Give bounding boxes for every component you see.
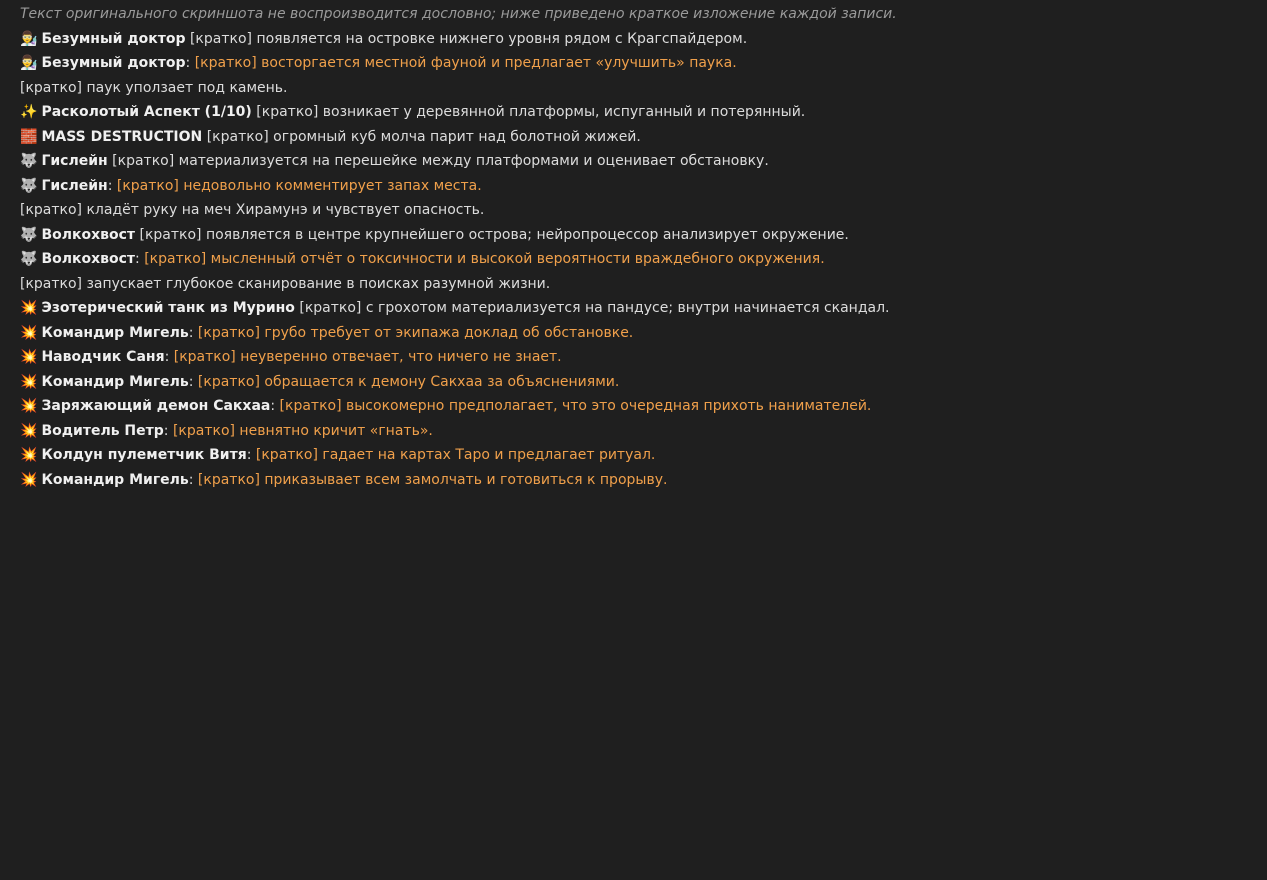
speaker-name: Командир Мигель [41,471,189,488]
chat-entry: 💥 Командир Мигель: [кратко] обращается к демону Сакхаа за объяснениями. [20,371,1247,394]
character-icon: 🐺 [20,251,38,267]
dialogue-text: [кратко] гадает на картах Таро и предлагает ритуал. [255,447,656,463]
character-icon: 💥 [20,471,38,488]
speaker-name: Эзотерический танк из Мурино [41,300,295,316]
narration-text: [кратко] запускает глубокое сканирование в поисках разумной жизни. [20,275,551,292]
speaker-name: Наводчик Саня [41,349,165,365]
character-icon: 👨‍🔬 [20,30,38,47]
speaker-name: Расколотый Аспект (1/10) [41,104,252,120]
character-icon: 🐺 [20,177,38,194]
dialogue-text: [кратко] грубо требует от экипажа доклад об обстановке. [197,324,634,341]
chat-entry: 🐺 Волкохвост: [кратко] мысленный отчёт о токсичности и высокой вероятности враждебного окружения. [20,248,1247,271]
chat-entry [20,199,1247,222]
narration-text: [кратко] появляется в центре крупнейшего острова; нейропроцессор анализирует окружение. [139,226,849,243]
character-icon: 💥 [20,349,38,365]
speaker-name: MASS DESTRUCTION [41,128,203,145]
narration-text: [кратко] с грохотом материализуется на пандусе; внутри начинается скандал. [299,300,890,316]
narration-text: [кратко] появляется на островке нижнего уровня рядом с Крагспайдером. [189,30,748,47]
character-icon: 💥 [20,300,38,316]
character-icon: ✨ [20,104,38,120]
dialogue-text: [кратко] невнятно кричит «гнать». [172,422,433,439]
chat-entry: 💥 Заряжающий демон Сакхаа: [кратко] высокомерно предполагает, что это очередная прихоть нанимателей. [20,395,1247,418]
chat-entry [20,297,1247,320]
narration-text: [кратко] материализуется на перешейке между платформами и оценивает обстановку. [112,153,769,169]
speaker-name: Заряжающий демон Сакхаа [41,398,271,414]
character-icon: 🧱 [20,128,38,145]
chat-entry: 👨‍🔬 Безумный доктор: [кратко] восторгается местной фауной и предлагает «улучшить» паука. [20,52,1247,75]
character-icon: 💥 [20,398,38,414]
dialogue-text: [кратко] неуверенно отвечает, что ничего не знает. [173,349,562,365]
chat-entry: 🐺 Гислейн: [кратко] недовольно комментирует запах места. [20,175,1247,198]
speaker-name: Безумный доктор [41,55,186,71]
character-icon: 👨‍🔬 [20,55,38,71]
dialogue-text: [кратко] высокомерно предполагает, что это очередная прихоть нанимателей. [279,398,872,414]
chat-entry: 💥 Наводчик Саня: [кратко] неуверенно отвечает, что ничего не знает. [20,346,1247,369]
narration-text: [кратко] кладёт руку на меч Хирамунэ и чувствует опасность. [20,202,485,218]
dialogue-text: [кратко] приказывает всем замолчать и готовиться к прорыву. [197,471,668,488]
character-icon: 💥 [20,422,38,439]
entry-list [20,28,1247,492]
dialogue-text: [кратко] обращается к демону Сакхаа за объяснениями. [197,373,620,390]
speaker-name: Колдун пулеметчик Витя [41,447,247,463]
chat-entry: 💥 Водитель Петр: [кратко] невнятно кричит «гнать». [20,420,1247,443]
chat-entry [20,150,1247,173]
chat-entry [20,273,1247,296]
chat-entry [20,28,1247,51]
chat-entry [20,224,1247,247]
speaker-name: Гислейн [41,177,108,194]
dialogue-text: [кратко] мысленный отчёт о токсичности и высокой вероятности враждебного окружения. [144,251,825,267]
narration-text: [кратко] паук уползает под камень. [20,79,288,96]
dialogue-text: [кратко] недовольно комментирует запах места. [116,177,482,194]
narration-text: [кратко] огромный куб молча парит над болотной жижей. [206,128,641,145]
narration-text: [кратко] возникает у деревянной платформы, испуганный и потерянный. [256,104,806,120]
character-icon: 🐺 [20,226,38,243]
speaker-name: Волкохвост [41,226,136,243]
summary-notice: Текст оригинального скриншота не воспроизводится дословно; ниже приведено краткое изложение каждой записи. [20,6,897,22]
chat-entry: 💥 Колдун пулеметчик Витя: [кратко] гадает на картах Таро и предлагает ритуал. [20,444,1247,467]
chat-entry: 💥 Командир Мигель: [кратко] грубо требует от экипажа доклад об обстановке. [20,322,1247,345]
chat-entry [20,101,1247,124]
dialogue-text: [кратко] восторгается местной фауной и предлагает «улучшить» паука. [194,55,737,71]
speaker-name: Командир Мигель [41,324,189,341]
character-icon: 💥 [20,324,38,341]
speaker-name: Командир Мигель [41,373,189,390]
character-icon: 💥 [20,373,38,390]
speaker-name: Водитель Петр [41,422,164,439]
speaker-name: Гислейн [41,153,108,169]
chat-entry [20,77,1247,100]
speaker-name: Безумный доктор [41,30,186,47]
character-icon: 🐺 [20,153,38,169]
chat-entry: 💥 Командир Мигель: [кратко] приказывает всем замолчать и готовиться к прорыву. [20,469,1247,492]
chat-entry [20,126,1247,149]
speaker-name: Волкохвост [41,251,136,267]
character-icon: 💥 [20,447,38,463]
